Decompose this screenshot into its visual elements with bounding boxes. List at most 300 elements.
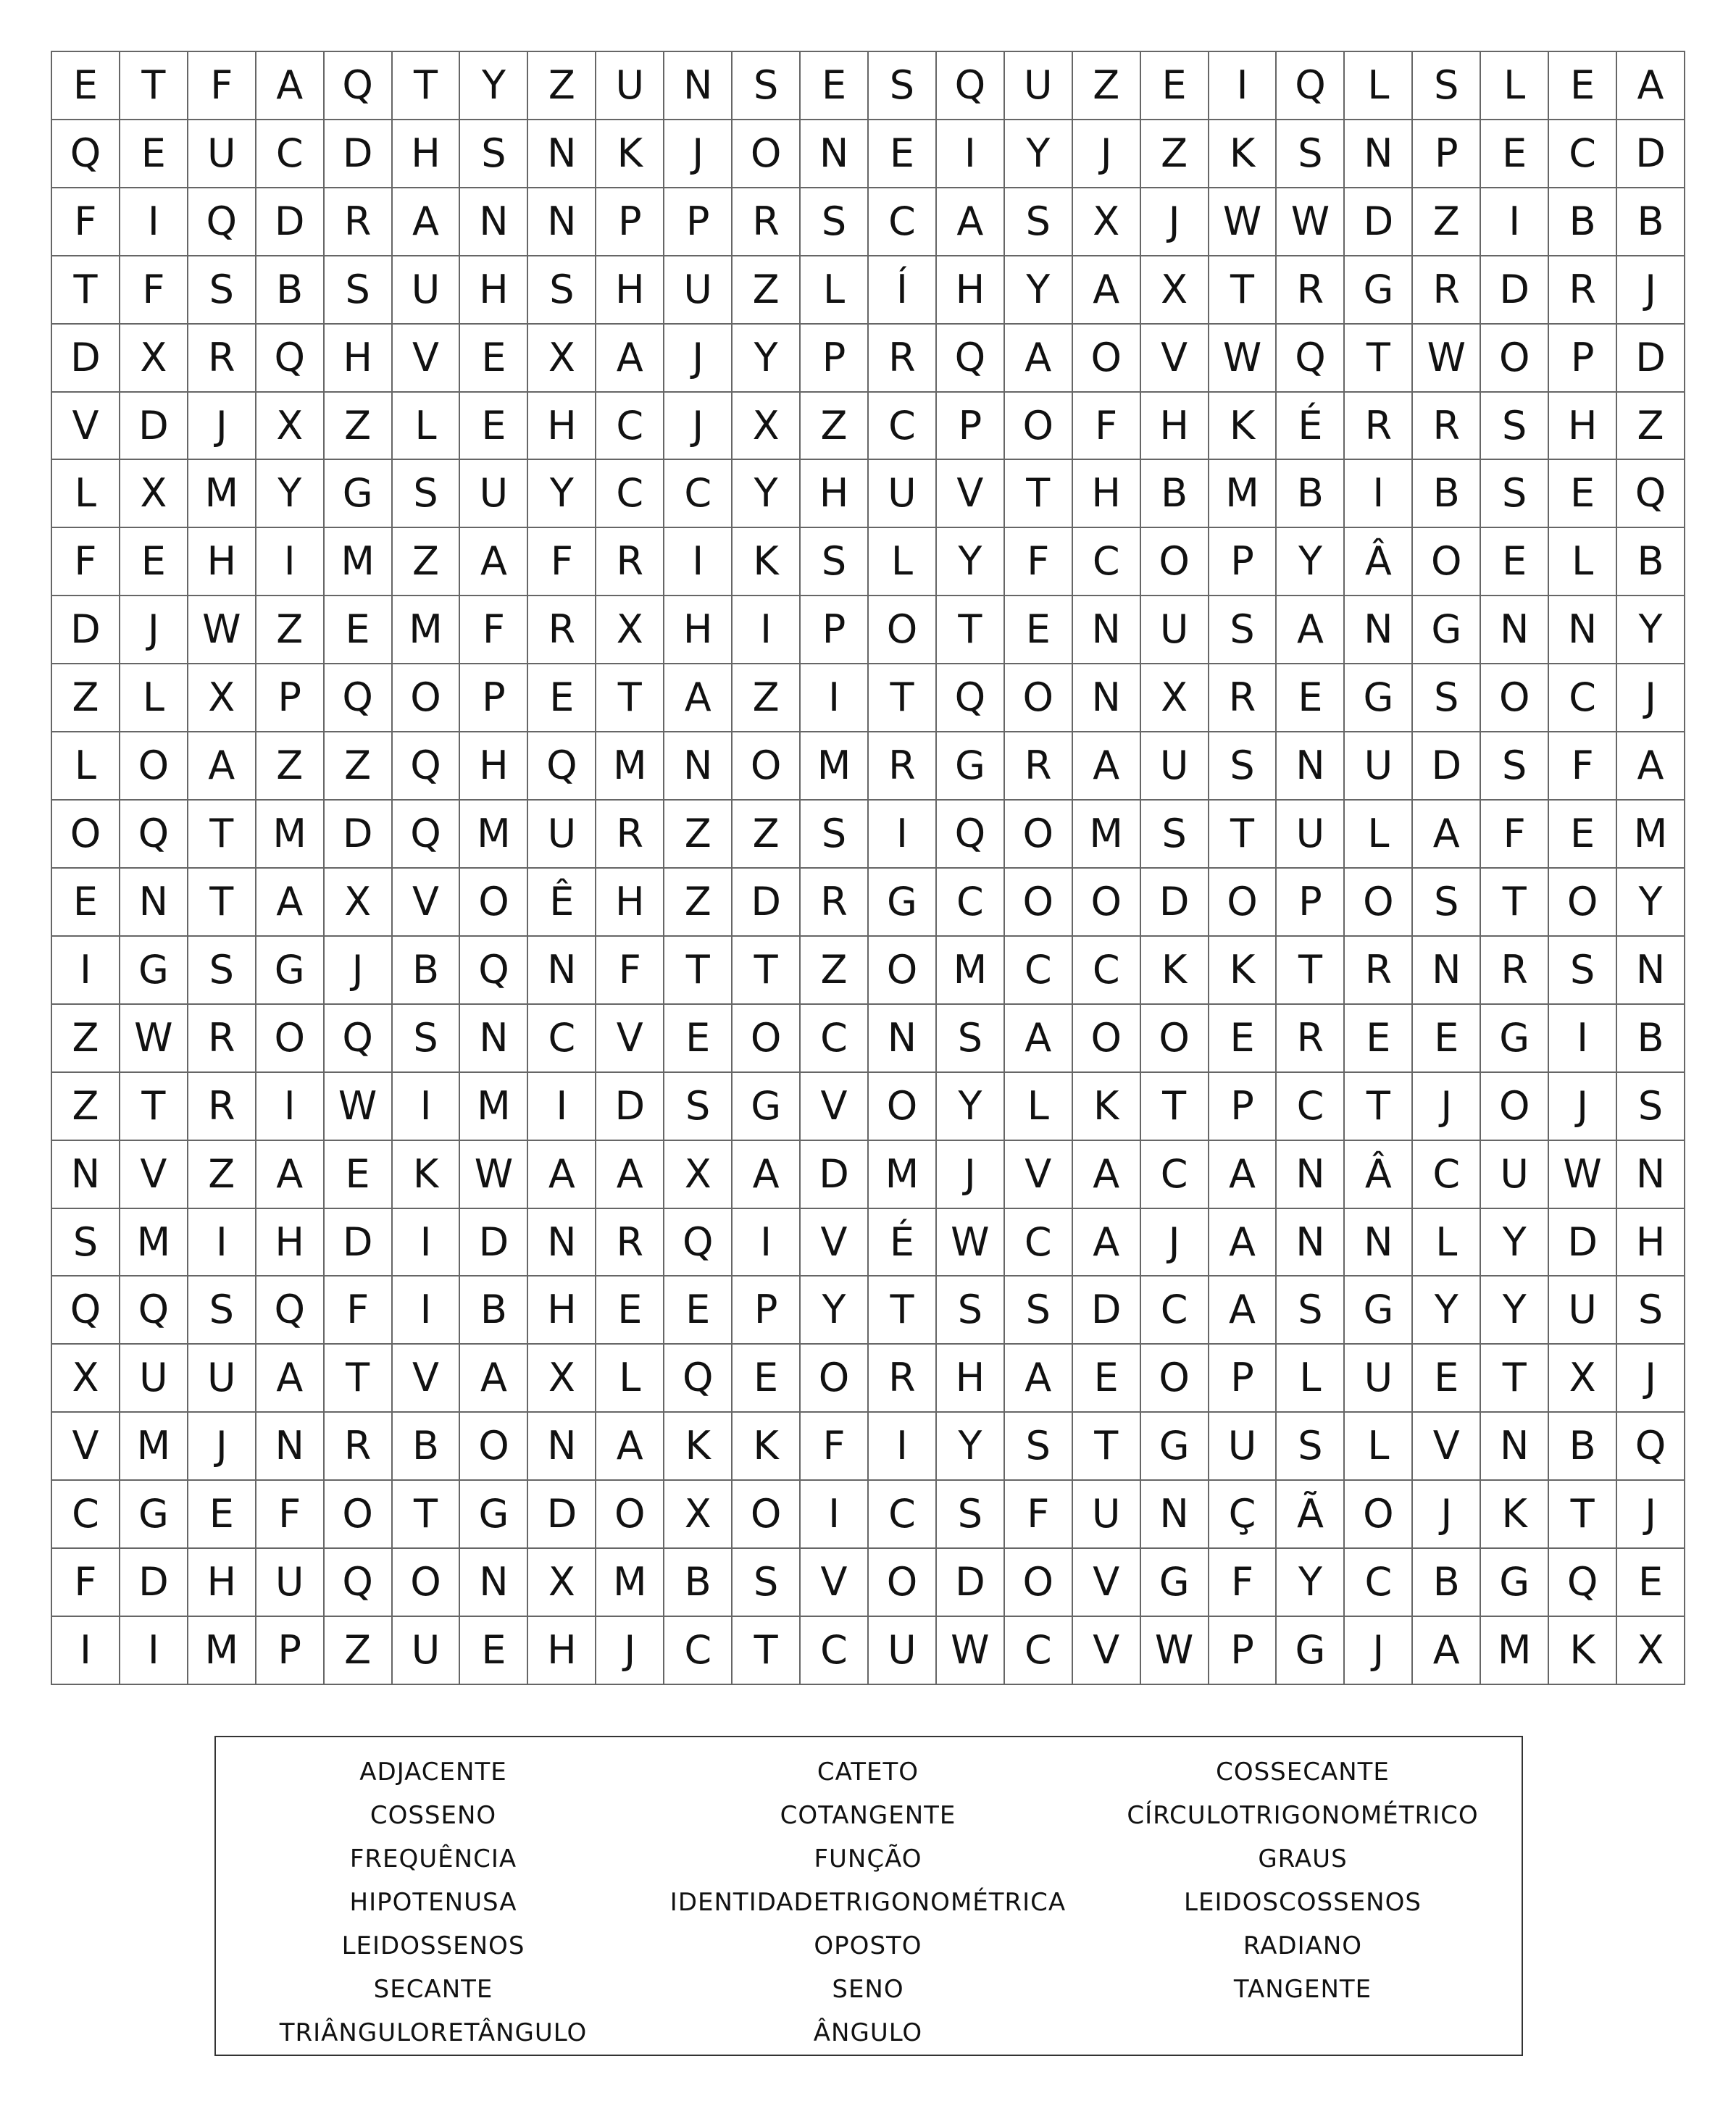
grid-cell[interactable]: C: [937, 869, 1005, 937]
grid-cell[interactable]: X: [528, 1549, 596, 1617]
grid-cell[interactable]: M: [937, 937, 1005, 1005]
grid-cell[interactable]: T: [393, 1481, 461, 1549]
grid-cell[interactable]: K: [733, 528, 801, 596]
grid-cell[interactable]: S: [869, 52, 937, 120]
grid-cell[interactable]: Q: [1617, 460, 1685, 528]
grid-cell[interactable]: E: [528, 664, 596, 732]
grid-cell[interactable]: Q: [1277, 325, 1345, 393]
grid-cell[interactable]: C: [596, 393, 664, 461]
grid-cell[interactable]: X: [1141, 256, 1209, 325]
grid-cell[interactable]: Y: [1481, 1276, 1549, 1345]
grid-cell[interactable]: F: [325, 1276, 393, 1345]
grid-cell[interactable]: S: [664, 1073, 733, 1141]
grid-cell[interactable]: J: [596, 1617, 664, 1685]
grid-cell[interactable]: N: [1481, 1413, 1549, 1481]
grid-cell[interactable]: D: [1617, 120, 1685, 188]
grid-cell[interactable]: G: [1413, 596, 1481, 664]
grid-cell[interactable]: Q: [1277, 52, 1345, 120]
grid-cell[interactable]: C: [664, 460, 733, 528]
grid-cell[interactable]: M: [1481, 1617, 1549, 1685]
grid-cell[interactable]: B: [256, 256, 325, 325]
grid-cell[interactable]: O: [393, 1549, 461, 1617]
grid-cell[interactable]: J: [1549, 1073, 1617, 1141]
grid-cell[interactable]: N: [1277, 732, 1345, 801]
grid-cell[interactable]: V: [1073, 1617, 1141, 1685]
grid-cell[interactable]: N: [664, 732, 733, 801]
grid-cell[interactable]: L: [1345, 801, 1413, 869]
grid-cell[interactable]: A: [1073, 1141, 1141, 1209]
grid-cell[interactable]: J: [1617, 1345, 1685, 1413]
grid-cell[interactable]: I: [801, 664, 869, 732]
grid-cell[interactable]: O: [256, 1005, 325, 1073]
grid-cell[interactable]: N: [52, 1141, 120, 1209]
grid-cell[interactable]: H: [528, 393, 596, 461]
grid-cell[interactable]: A: [664, 664, 733, 732]
grid-cell[interactable]: Q: [256, 1276, 325, 1345]
grid-cell[interactable]: M: [120, 1413, 188, 1481]
grid-cell[interactable]: S: [1277, 1276, 1345, 1345]
grid-cell[interactable]: X: [120, 460, 188, 528]
grid-cell[interactable]: Q: [937, 52, 1005, 120]
grid-cell[interactable]: N: [1141, 1481, 1209, 1549]
grid-cell[interactable]: E: [1005, 596, 1073, 664]
grid-cell[interactable]: I: [1481, 188, 1549, 256]
grid-cell[interactable]: O: [1005, 801, 1073, 869]
grid-cell[interactable]: Z: [664, 801, 733, 869]
grid-cell[interactable]: O: [1073, 869, 1141, 937]
grid-cell[interactable]: G: [1141, 1549, 1209, 1617]
grid-cell[interactable]: G: [1345, 664, 1413, 732]
grid-cell[interactable]: L: [1413, 1209, 1481, 1277]
grid-cell[interactable]: R: [596, 528, 664, 596]
grid-cell[interactable]: L: [1345, 1413, 1413, 1481]
grid-cell[interactable]: T: [393, 52, 461, 120]
grid-cell[interactable]: D: [325, 120, 393, 188]
grid-cell[interactable]: E: [460, 325, 528, 393]
grid-cell[interactable]: O: [869, 1073, 937, 1141]
grid-cell[interactable]: O: [1005, 869, 1073, 937]
grid-cell[interactable]: L: [1277, 1345, 1345, 1413]
grid-cell[interactable]: D: [460, 1209, 528, 1277]
grid-cell[interactable]: R: [528, 596, 596, 664]
grid-cell[interactable]: C: [256, 120, 325, 188]
grid-cell[interactable]: I: [733, 1209, 801, 1277]
grid-cell[interactable]: T: [1141, 1073, 1209, 1141]
grid-cell[interactable]: N: [1277, 1141, 1345, 1209]
grid-cell[interactable]: T: [869, 1276, 937, 1345]
grid-cell[interactable]: H: [460, 256, 528, 325]
grid-cell[interactable]: E: [664, 1276, 733, 1345]
grid-cell[interactable]: C: [1073, 937, 1141, 1005]
grid-cell[interactable]: T: [120, 1073, 188, 1141]
grid-cell[interactable]: M: [188, 460, 256, 528]
grid-cell[interactable]: A: [1413, 1617, 1481, 1685]
grid-cell[interactable]: A: [256, 1141, 325, 1209]
grid-cell[interactable]: Q: [460, 937, 528, 1005]
grid-cell[interactable]: E: [801, 52, 869, 120]
grid-cell[interactable]: S: [393, 460, 461, 528]
grid-cell[interactable]: U: [664, 256, 733, 325]
grid-cell[interactable]: I: [1345, 460, 1413, 528]
grid-cell[interactable]: F: [120, 256, 188, 325]
grid-cell[interactable]: X: [528, 325, 596, 393]
grid-cell[interactable]: I: [256, 528, 325, 596]
grid-cell[interactable]: R: [1481, 937, 1549, 1005]
grid-cell[interactable]: X: [120, 325, 188, 393]
grid-cell[interactable]: S: [1277, 120, 1345, 188]
grid-cell[interactable]: D: [528, 1481, 596, 1549]
grid-cell[interactable]: O: [869, 1549, 937, 1617]
grid-cell[interactable]: A: [1209, 1276, 1277, 1345]
grid-cell[interactable]: Z: [1073, 52, 1141, 120]
grid-cell[interactable]: B: [1549, 188, 1617, 256]
grid-cell[interactable]: O: [1209, 869, 1277, 937]
grid-cell[interactable]: Y: [1617, 869, 1685, 937]
grid-cell[interactable]: F: [1209, 1549, 1277, 1617]
grid-cell[interactable]: U: [393, 256, 461, 325]
grid-cell[interactable]: H: [325, 325, 393, 393]
grid-cell[interactable]: C: [528, 1005, 596, 1073]
grid-cell[interactable]: N: [528, 1413, 596, 1481]
grid-cell[interactable]: G: [1481, 1005, 1549, 1073]
grid-cell[interactable]: Y: [1481, 1209, 1549, 1277]
grid-cell[interactable]: I: [120, 188, 188, 256]
grid-cell[interactable]: H: [1073, 460, 1141, 528]
grid-cell[interactable]: N: [460, 1549, 528, 1617]
grid-cell[interactable]: O: [1345, 1481, 1413, 1549]
grid-cell[interactable]: S: [1481, 460, 1549, 528]
grid-cell[interactable]: B: [1141, 460, 1209, 528]
grid-cell[interactable]: U: [1141, 596, 1209, 664]
grid-cell[interactable]: W: [1209, 188, 1277, 256]
grid-cell[interactable]: J: [1617, 1481, 1685, 1549]
grid-cell[interactable]: S: [1481, 732, 1549, 801]
grid-cell[interactable]: E: [733, 1345, 801, 1413]
grid-cell[interactable]: K: [596, 120, 664, 188]
grid-cell[interactable]: N: [460, 1005, 528, 1073]
grid-cell[interactable]: J: [664, 325, 733, 393]
grid-cell[interactable]: A: [460, 1345, 528, 1413]
grid-cell[interactable]: W: [937, 1209, 1005, 1277]
grid-cell[interactable]: C: [869, 393, 937, 461]
grid-cell[interactable]: H: [460, 732, 528, 801]
grid-cell[interactable]: C: [1073, 528, 1141, 596]
grid-cell[interactable]: I: [1209, 52, 1277, 120]
grid-cell[interactable]: W: [120, 1005, 188, 1073]
grid-cell[interactable]: E: [664, 1005, 733, 1073]
grid-cell[interactable]: A: [596, 325, 664, 393]
grid-cell[interactable]: R: [188, 1005, 256, 1073]
grid-cell[interactable]: P: [1209, 1073, 1277, 1141]
grid-cell[interactable]: O: [801, 1345, 869, 1413]
grid-cell[interactable]: V: [393, 325, 461, 393]
grid-cell[interactable]: U: [528, 801, 596, 869]
grid-cell[interactable]: K: [1549, 1617, 1617, 1685]
grid-cell[interactable]: G: [1345, 256, 1413, 325]
grid-cell[interactable]: I: [937, 120, 1005, 188]
grid-cell[interactable]: J: [188, 1413, 256, 1481]
grid-cell[interactable]: J: [937, 1141, 1005, 1209]
grid-cell[interactable]: N: [1413, 937, 1481, 1005]
grid-cell[interactable]: S: [733, 1549, 801, 1617]
grid-cell[interactable]: U: [1345, 732, 1413, 801]
grid-cell[interactable]: B: [1549, 1413, 1617, 1481]
grid-cell[interactable]: P: [1209, 1345, 1277, 1413]
grid-cell[interactable]: R: [869, 325, 937, 393]
grid-cell[interactable]: N: [1345, 1209, 1413, 1277]
grid-cell[interactable]: R: [325, 1413, 393, 1481]
grid-cell[interactable]: A: [393, 188, 461, 256]
grid-cell[interactable]: Q: [937, 325, 1005, 393]
grid-cell[interactable]: U: [869, 1617, 937, 1685]
grid-cell[interactable]: L: [869, 528, 937, 596]
grid-cell[interactable]: Q: [937, 801, 1005, 869]
grid-cell[interactable]: X: [325, 869, 393, 937]
grid-cell[interactable]: U: [1141, 732, 1209, 801]
grid-cell[interactable]: O: [869, 596, 937, 664]
grid-cell[interactable]: T: [188, 801, 256, 869]
grid-cell[interactable]: N: [528, 937, 596, 1005]
grid-cell[interactable]: L: [52, 732, 120, 801]
grid-cell[interactable]: I: [188, 1209, 256, 1277]
grid-cell[interactable]: O: [1413, 528, 1481, 596]
grid-cell[interactable]: C: [1345, 1549, 1413, 1617]
grid-cell[interactable]: T: [1345, 325, 1413, 393]
grid-cell[interactable]: Y: [1277, 1549, 1345, 1617]
grid-cell[interactable]: E: [1345, 1005, 1413, 1073]
grid-cell[interactable]: O: [1141, 1005, 1209, 1073]
grid-cell[interactable]: Q: [325, 1549, 393, 1617]
grid-cell[interactable]: B: [1277, 460, 1345, 528]
grid-cell[interactable]: B: [393, 937, 461, 1005]
grid-cell[interactable]: D: [1549, 1209, 1617, 1277]
grid-cell[interactable]: N: [1345, 120, 1413, 188]
grid-cell[interactable]: O: [1005, 1549, 1073, 1617]
grid-cell[interactable]: G: [869, 869, 937, 937]
grid-cell[interactable]: D: [1073, 1276, 1141, 1345]
grid-cell[interactable]: T: [1005, 460, 1073, 528]
grid-cell[interactable]: V: [801, 1549, 869, 1617]
grid-cell[interactable]: R: [1277, 256, 1345, 325]
grid-cell[interactable]: O: [1005, 393, 1073, 461]
grid-cell[interactable]: T: [733, 1617, 801, 1685]
grid-cell[interactable]: Ê: [528, 869, 596, 937]
grid-cell[interactable]: A: [596, 1141, 664, 1209]
grid-cell[interactable]: J: [1141, 188, 1209, 256]
grid-cell[interactable]: Y: [937, 528, 1005, 596]
grid-cell[interactable]: A: [1209, 1209, 1277, 1277]
grid-cell[interactable]: N: [528, 120, 596, 188]
grid-cell[interactable]: G: [733, 1073, 801, 1141]
grid-cell[interactable]: G: [325, 460, 393, 528]
grid-cell[interactable]: Y: [528, 460, 596, 528]
grid-cell[interactable]: S: [801, 188, 869, 256]
grid-cell[interactable]: U: [1549, 1276, 1617, 1345]
grid-cell[interactable]: N: [801, 120, 869, 188]
grid-cell[interactable]: M: [460, 801, 528, 869]
grid-cell[interactable]: S: [733, 52, 801, 120]
grid-cell[interactable]: W: [188, 596, 256, 664]
grid-cell[interactable]: Z: [733, 801, 801, 869]
grid-cell[interactable]: E: [1413, 1345, 1481, 1413]
grid-cell[interactable]: P: [1209, 1617, 1277, 1685]
grid-cell[interactable]: M: [325, 528, 393, 596]
grid-cell[interactable]: Q: [1617, 1413, 1685, 1481]
grid-cell[interactable]: C: [52, 1481, 120, 1549]
grid-cell[interactable]: C: [801, 1617, 869, 1685]
grid-cell[interactable]: J: [188, 393, 256, 461]
grid-cell[interactable]: E: [52, 869, 120, 937]
grid-cell[interactable]: H: [664, 596, 733, 664]
grid-cell[interactable]: H: [596, 869, 664, 937]
grid-cell[interactable]: E: [1481, 120, 1549, 188]
grid-cell[interactable]: C: [664, 1617, 733, 1685]
grid-cell[interactable]: W: [325, 1073, 393, 1141]
grid-cell[interactable]: B: [1617, 1005, 1685, 1073]
grid-cell[interactable]: Y: [1617, 596, 1685, 664]
grid-cell[interactable]: Q: [325, 1005, 393, 1073]
grid-cell[interactable]: Y: [1413, 1276, 1481, 1345]
grid-cell[interactable]: F: [1549, 732, 1617, 801]
grid-cell[interactable]: O: [1005, 664, 1073, 732]
grid-cell[interactable]: F: [460, 596, 528, 664]
grid-cell[interactable]: C: [1141, 1141, 1209, 1209]
grid-cell[interactable]: B: [1413, 1549, 1481, 1617]
grid-cell[interactable]: X: [52, 1345, 120, 1413]
grid-cell[interactable]: Z: [52, 1073, 120, 1141]
grid-cell[interactable]: C: [1549, 664, 1617, 732]
grid-cell[interactable]: S: [1413, 869, 1481, 937]
grid-cell[interactable]: A: [1073, 732, 1141, 801]
grid-cell[interactable]: M: [460, 1073, 528, 1141]
grid-cell[interactable]: A: [1617, 732, 1685, 801]
grid-cell[interactable]: F: [801, 1413, 869, 1481]
grid-cell[interactable]: S: [1617, 1276, 1685, 1345]
grid-cell[interactable]: S: [1005, 1413, 1073, 1481]
grid-cell[interactable]: S: [1005, 188, 1073, 256]
grid-cell[interactable]: R: [596, 801, 664, 869]
grid-cell[interactable]: P: [460, 664, 528, 732]
grid-cell[interactable]: N: [528, 1209, 596, 1277]
grid-cell[interactable]: Z: [528, 52, 596, 120]
grid-cell[interactable]: I: [256, 1073, 325, 1141]
grid-cell[interactable]: X: [1617, 1617, 1685, 1685]
grid-cell[interactable]: V: [120, 1141, 188, 1209]
grid-cell[interactable]: S: [1413, 52, 1481, 120]
grid-cell[interactable]: G: [1277, 1617, 1345, 1685]
grid-cell[interactable]: V: [1005, 1141, 1073, 1209]
grid-cell[interactable]: O: [1073, 325, 1141, 393]
grid-cell[interactable]: Y: [1005, 256, 1073, 325]
grid-cell[interactable]: Z: [801, 937, 869, 1005]
grid-cell[interactable]: I: [869, 801, 937, 869]
grid-cell[interactable]: W: [1549, 1141, 1617, 1209]
grid-cell[interactable]: H: [801, 460, 869, 528]
grid-cell[interactable]: K: [733, 1413, 801, 1481]
grid-cell[interactable]: Q: [528, 732, 596, 801]
grid-cell[interactable]: X: [1073, 188, 1141, 256]
grid-cell[interactable]: Y: [256, 460, 325, 528]
grid-cell[interactable]: X: [256, 393, 325, 461]
grid-cell[interactable]: A: [596, 1413, 664, 1481]
grid-cell[interactable]: S: [937, 1481, 1005, 1549]
grid-cell[interactable]: X: [596, 596, 664, 664]
grid-cell[interactable]: L: [393, 393, 461, 461]
grid-cell[interactable]: Q: [120, 801, 188, 869]
grid-cell[interactable]: L: [120, 664, 188, 732]
grid-cell[interactable]: R: [869, 732, 937, 801]
grid-cell[interactable]: E: [596, 1276, 664, 1345]
grid-cell[interactable]: M: [869, 1141, 937, 1209]
grid-cell[interactable]: W: [937, 1617, 1005, 1685]
grid-cell[interactable]: F: [1481, 801, 1549, 869]
grid-cell[interactable]: Y: [1005, 120, 1073, 188]
grid-cell[interactable]: D: [1141, 869, 1209, 937]
grid-cell[interactable]: I: [393, 1276, 461, 1345]
grid-cell[interactable]: K: [1481, 1481, 1549, 1549]
grid-cell[interactable]: N: [1277, 1209, 1345, 1277]
grid-cell[interactable]: C: [869, 188, 937, 256]
grid-cell[interactable]: W: [1141, 1617, 1209, 1685]
grid-cell[interactable]: T: [325, 1345, 393, 1413]
grid-cell[interactable]: I: [733, 596, 801, 664]
grid-cell[interactable]: S: [393, 1005, 461, 1073]
grid-cell[interactable]: K: [393, 1141, 461, 1209]
grid-cell[interactable]: N: [256, 1413, 325, 1481]
grid-cell[interactable]: V: [52, 1413, 120, 1481]
grid-cell[interactable]: F: [188, 52, 256, 120]
grid-cell[interactable]: O: [1345, 869, 1413, 937]
grid-cell[interactable]: Y: [937, 1413, 1005, 1481]
grid-cell[interactable]: H: [393, 120, 461, 188]
grid-cell[interactable]: J: [1413, 1073, 1481, 1141]
grid-cell[interactable]: E: [1141, 52, 1209, 120]
grid-cell[interactable]: S: [188, 937, 256, 1005]
grid-cell[interactable]: E: [188, 1481, 256, 1549]
grid-cell[interactable]: T: [52, 256, 120, 325]
grid-cell[interactable]: G: [1141, 1413, 1209, 1481]
grid-cell[interactable]: S: [1141, 801, 1209, 869]
grid-cell[interactable]: C: [1141, 1276, 1209, 1345]
grid-cell[interactable]: U: [1277, 801, 1345, 869]
grid-cell[interactable]: D: [325, 1209, 393, 1277]
grid-cell[interactable]: O: [1549, 869, 1617, 937]
grid-cell[interactable]: Y: [801, 1276, 869, 1345]
grid-cell[interactable]: H: [1141, 393, 1209, 461]
grid-cell[interactable]: S: [801, 801, 869, 869]
grid-cell[interactable]: G: [1481, 1549, 1549, 1617]
grid-cell[interactable]: P: [1209, 528, 1277, 596]
grid-cell[interactable]: Q: [937, 664, 1005, 732]
grid-cell[interactable]: J: [1141, 1209, 1209, 1277]
grid-cell[interactable]: Z: [325, 732, 393, 801]
grid-cell[interactable]: E: [120, 528, 188, 596]
grid-cell[interactable]: M: [1617, 801, 1685, 869]
grid-cell[interactable]: X: [733, 393, 801, 461]
grid-cell[interactable]: O: [1481, 1073, 1549, 1141]
grid-cell[interactable]: O: [325, 1481, 393, 1549]
grid-cell[interactable]: L: [52, 460, 120, 528]
grid-cell[interactable]: O: [1073, 1005, 1141, 1073]
grid-cell[interactable]: T: [120, 52, 188, 120]
grid-cell[interactable]: Z: [1617, 393, 1685, 461]
grid-cell[interactable]: C: [1005, 937, 1073, 1005]
grid-cell[interactable]: N: [1481, 596, 1549, 664]
grid-cell[interactable]: D: [937, 1549, 1005, 1617]
grid-cell[interactable]: H: [1617, 1209, 1685, 1277]
grid-cell[interactable]: N: [1617, 1141, 1685, 1209]
grid-cell[interactable]: Í: [869, 256, 937, 325]
